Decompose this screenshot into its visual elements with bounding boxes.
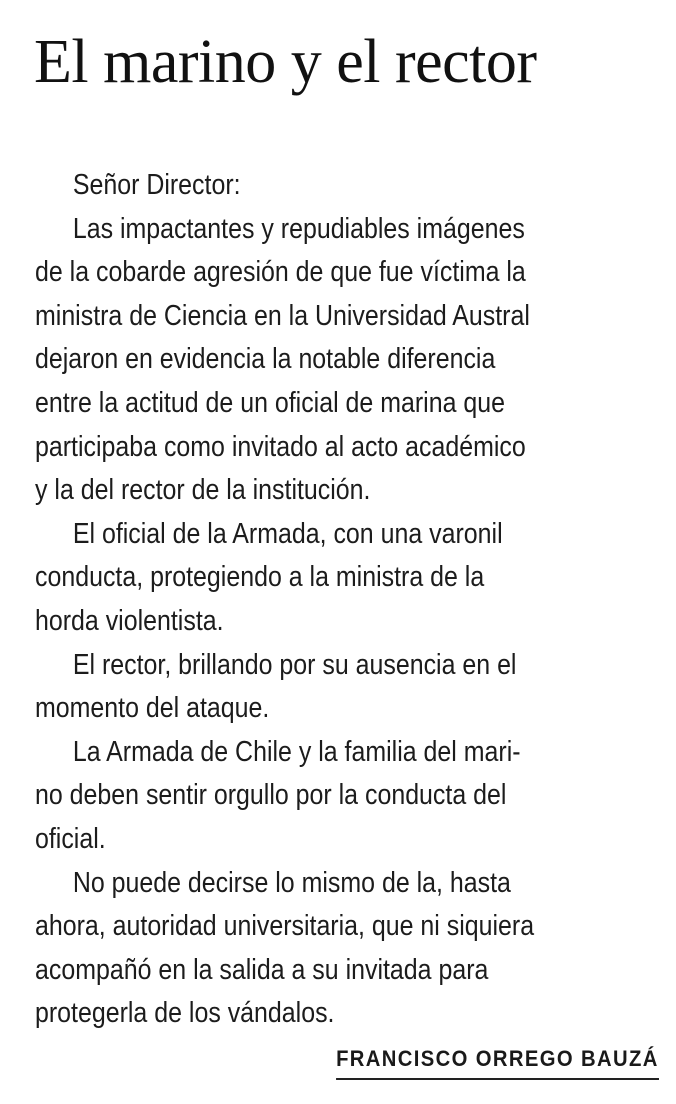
body-line: conducta, protegiendo a la ministra de la bbox=[35, 561, 485, 594]
body-line: El oficial de la Armada, con una varonil bbox=[72, 517, 503, 550]
signature: FRANCISCO ORREGO BAUZÁ bbox=[336, 1042, 659, 1080]
salutation-line: Señor Director: bbox=[72, 169, 241, 201]
body-line: Las impactantes y repudiables imágenes bbox=[72, 212, 525, 245]
body-line: oficial. bbox=[35, 822, 106, 855]
body-line: ahora, autoridad universitaria, que ni siquiera bbox=[35, 910, 535, 943]
body-line: entre la actitud de un oficial de marina que bbox=[35, 386, 506, 419]
body-line: No puede decirse lo mismo de la, hasta bbox=[72, 866, 511, 899]
body-line: dejaron en evidencia la notable diferencia bbox=[35, 343, 496, 376]
body-line: horda violentista. bbox=[35, 604, 224, 637]
body-line: protegerla de los vándalos. bbox=[35, 997, 335, 1030]
body-line: El rector, brillando por su ausencia en el bbox=[72, 648, 517, 681]
letter-body bbox=[35, 164, 573, 1036]
body-line: y la del rector de la institución. bbox=[35, 474, 371, 507]
body-line: ministra de Ciencia en la Universidad Austral bbox=[35, 299, 530, 332]
body-line: participaba como invitado al acto académico bbox=[35, 430, 526, 463]
body-line: no deben sentir orgullo por la conducta del bbox=[35, 779, 507, 812]
body-line: La Armada de Chile y la familia del mari- bbox=[72, 735, 521, 768]
headline: El marino y el rector bbox=[34, 28, 537, 96]
body-line: de la cobarde agresión de que fue víctima la bbox=[35, 256, 526, 289]
body-line: momento del ataque. bbox=[35, 692, 270, 725]
body-line: acompañó en la salida a su invitada para bbox=[35, 953, 489, 986]
